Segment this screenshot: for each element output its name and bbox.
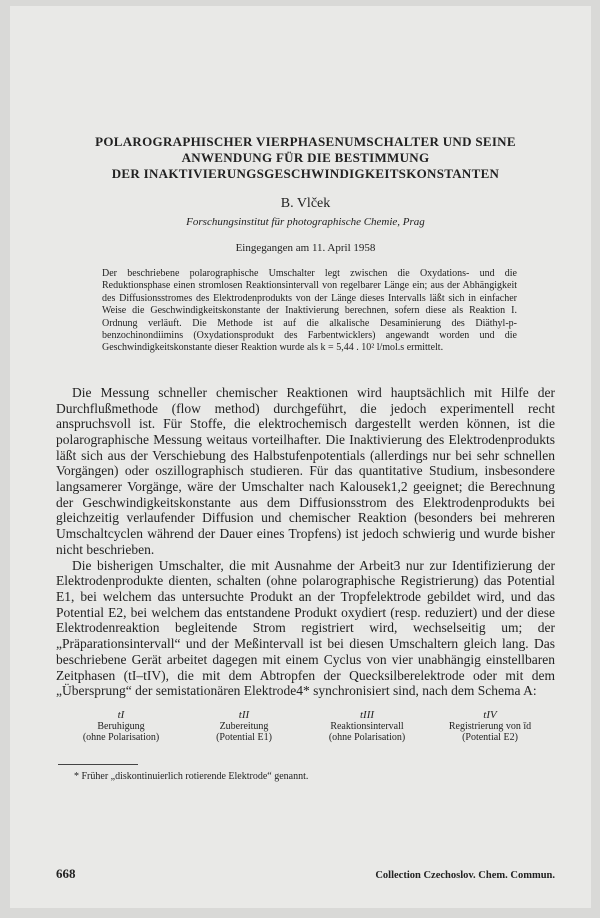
author: B. Vlček: [280, 196, 331, 211]
phase-symbol: tII: [238, 708, 250, 721]
schema-phase: [62, 709, 180, 744]
abstract: Der beschriebene polarographische Umschalter legt zwischen die Oxydations- und die Reduktionsphase einen stromlosen Reaktionsintervall von regelbarer Länge ein; aus der Abhängigkeit des Diffusionsstromes des Elektrodenprodukts von der Länge dieses Intervalls läßt sich in einfacher Weise die Geschwindigkeitskonstante der Inaktivierung berechnen, sofern diese als Reaktion I. Ordnung verläuft. Die Methode ist auf die alkalische Desaminierung des Diäthyl-p-benzochinondiimins (Oxydationsprodukt des Farbentwicklers) angewandt worden und die Geschwindigkeitskonstante dieser Reaktion wurde als k = 5,44 . 10² l/mol.s ermittelt.: [102, 268, 517, 354]
phase-condition: (ohne Polarisation): [82, 732, 160, 744]
schema-a: [56, 709, 555, 744]
page-number: 668: [56, 866, 76, 881]
paragraph: Die bisherigen Umschalter, die mit Ausnahme der Arbeit3 nur zur Identifizierung der Elektrodenprodukte dienten, schalten (ohne polarographische Registrierung) das Potential E1, bei welchem das untersuchte Produkt an der Tropfelektrode gebildet wird, und das Potential E2, bei welchem das entstandene Produkt oxydiert (resp. reduziert) und der diese Elektrodenreaktion begleitende Strom registriert wird, wechselseitig um; der „Präparationsintervall“ und der Meßintervall ist bei diesen Umschaltern gleich lang. Das beschriebene Gerät arbeitet dagegen mit einem Cyclus von vier unabhängig einstellbaren Zeitphasen (tI–tIV), die mit dem Abtropfen der Quecksilberelektrode oder mit dem „Übersprung“ der semistationären Elektrode4* synchronisiert sind, nach dem Schema A:: [56, 557, 555, 699]
schema-phase: [185, 709, 303, 744]
title-line: ANWENDUNG FÜR DIE BESTIMMUNG: [181, 150, 430, 165]
phase-name: Reaktionsintervall: [330, 720, 404, 732]
paragraph: Die Messung schneller chemischer Reaktionen wird hauptsächlich mit Hilfe der Durchflußmethode (flow method) durchgeführt, die jedoch experimentell recht anspruchsvoll ist. Für Stoffe, die elektrochemisch dargestellt werden können, ist die polarographische Messung weitaus vorteilhafter. Die Inaktivierung des Elektrodenprodukts läßt sich aus der Verschiebung des Halbstufenpotentials (allerdings nur bei sehr schnellen Vorgängen) oder oszillographisch studieren. Für das quantitative Studium, insbesondere langsamerer Vorgänge, wäre der Umschalter nach Kalousek1,2 geeignet; die Berechnung der Geschwindigkeitskonstante aus dem Diffusionsstrom des Elektrodenprodukts bei gleichzeitig verlaufender Diffusion und chemischer Reaktion (besonders bei mehreren Umschaltcyclen während der Dauer eines Tropfens) ist jedoch schwierig und wurde bisher nicht beschrieben.: [56, 384, 555, 557]
phase-condition: (Potential E1): [216, 732, 272, 744]
journal-name: Collection Czechoslov. Chem. Commun.: [375, 870, 555, 881]
title-line: DER INAKTIVIERUNGSGESCHWINDIGKEITSKONSTANTEN: [111, 166, 500, 181]
footnote: * Früher „diskontinuierlich rotierende Elektrode“ genannt.: [74, 770, 309, 782]
phase-name: Zubereitung: [219, 720, 269, 732]
page-footer: [56, 866, 555, 882]
phase-name: Registrierung von īd: [448, 720, 532, 732]
phase-symbol: tIV: [483, 708, 497, 721]
phase-name: Beruhigung: [97, 720, 145, 732]
affiliation: Forschungsinstitut für photographische Chemie, Prag: [186, 216, 425, 228]
schema-phase: [431, 709, 549, 744]
footnote-rule: [58, 764, 138, 765]
phase-condition: (Potential E2): [462, 732, 518, 744]
phase-symbol: tI: [117, 708, 125, 721]
received-date: Eingegangen am 11. April 1958: [235, 242, 376, 254]
body-text: [56, 385, 555, 699]
paper-page: [10, 6, 591, 908]
schema-phase: [308, 709, 426, 744]
title-line: POLAROGRAPHISCHER VIERPHASENUMSCHALTER UND SEINE: [95, 134, 516, 149]
paper-title: [56, 134, 555, 182]
phase-condition: (ohne Polarisation): [328, 732, 406, 744]
phase-symbol: tIII: [359, 708, 375, 721]
